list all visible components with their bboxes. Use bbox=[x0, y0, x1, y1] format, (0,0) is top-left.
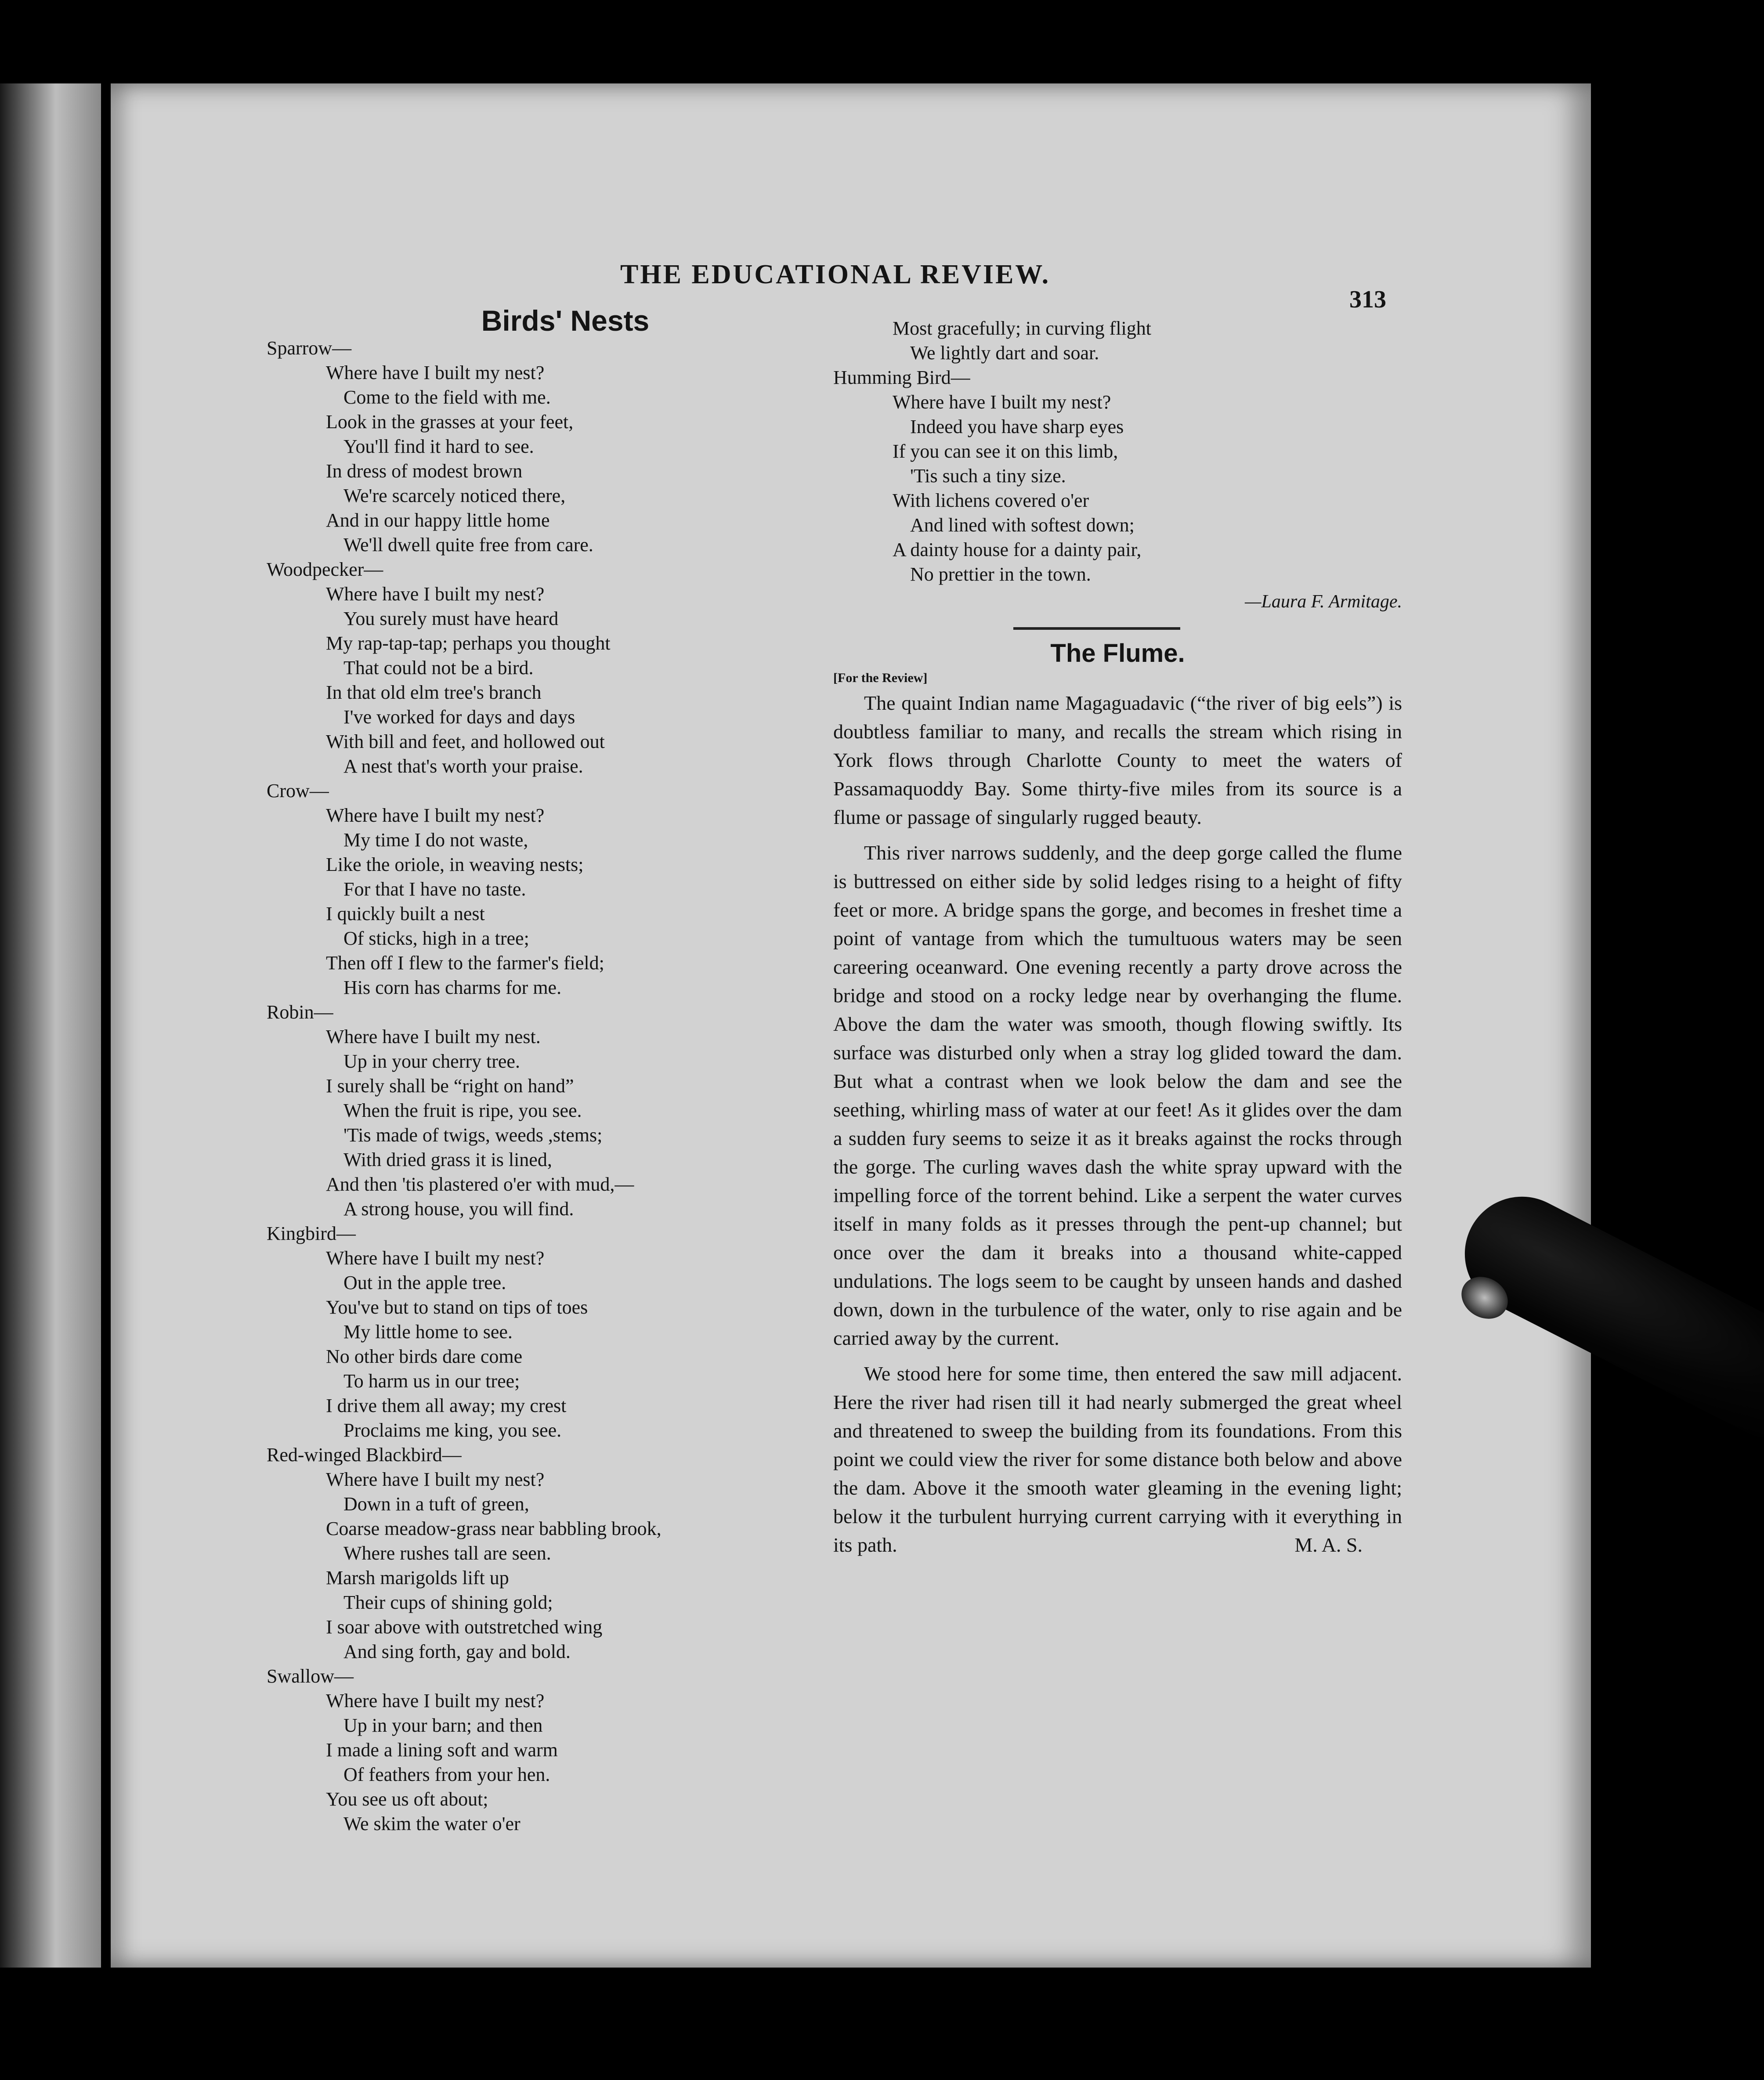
poem-line: And then 'tis plastered o'er with mud,— bbox=[326, 1174, 634, 1195]
poem-line: I've worked for days and days bbox=[343, 706, 575, 728]
poem-speaker: Red-winged Blackbird— bbox=[267, 1444, 462, 1466]
poem-line: Marsh marigolds lift up bbox=[326, 1567, 509, 1589]
poem-line: I surely shall be “right on hand” bbox=[326, 1075, 574, 1097]
poem-line: We skim the water o'er bbox=[343, 1813, 521, 1834]
facing-page-edge bbox=[0, 83, 101, 1968]
poem-line: My little home to see. bbox=[343, 1321, 513, 1343]
poem-line: Where have I built my nest? bbox=[326, 805, 545, 826]
poem-line: A nest that's worth your praise. bbox=[343, 755, 583, 777]
section-divider bbox=[1013, 627, 1180, 630]
article-title: The Flume. bbox=[1050, 639, 1185, 668]
poem-line: With bill and feet, and hollowed out bbox=[326, 731, 605, 752]
poem-line: Out in the apple tree. bbox=[343, 1272, 506, 1293]
poem-line: And in our happy little home bbox=[326, 509, 550, 531]
poem-speaker: Swallow— bbox=[267, 1665, 354, 1687]
poem-speaker: Kingbird— bbox=[267, 1223, 356, 1244]
poem-stanzas-right bbox=[833, 316, 1402, 587]
poem-line: Where rushes tall are seen. bbox=[343, 1542, 551, 1564]
poem-line: I soar above with outstretched wing bbox=[326, 1616, 603, 1638]
poem-line: 'Tis made of twigs, weeds ,stems; bbox=[343, 1124, 603, 1146]
poem-line: No prettier in the town. bbox=[910, 563, 1091, 585]
article-byline: [For the Review] bbox=[833, 671, 928, 685]
poem-speaker: Humming Bird— bbox=[833, 367, 970, 388]
poem-line: If you can see it on this limb, bbox=[893, 441, 1118, 462]
article-paragraph: The quaint Indian name Magaguadavic (“the river of big eels”) is doubtless familiar to many, and recalls the stream which rising in York flows through Charlotte County to meet the waters of Passamaquoddy Bay. Some thirty-five miles from its source is a flume or passage of singularly rugged beauty. bbox=[833, 692, 1402, 828]
poem-line: Indeed you have sharp eyes bbox=[910, 416, 1124, 437]
poem-line: A strong house, you will find. bbox=[343, 1198, 574, 1220]
poem-line: Where have I built my nest? bbox=[893, 391, 1111, 413]
poem-speaker: Sparrow— bbox=[267, 337, 352, 359]
left-column bbox=[267, 305, 917, 1836]
poem-line: Then off I flew to the farmer's field; bbox=[326, 952, 604, 974]
poem-attribution: —Laura F. Armitage. bbox=[1245, 592, 1402, 612]
poem-line: His corn has charms for me. bbox=[343, 977, 562, 998]
poem-line: In dress of modest brown bbox=[326, 460, 523, 482]
poem-line: Where have I built my nest? bbox=[326, 583, 545, 605]
poem-line: With lichens covered o'er bbox=[893, 490, 1089, 511]
article-signature: M. A. S. bbox=[1294, 1534, 1363, 1556]
poem-line: And sing forth, gay and bold. bbox=[343, 1641, 571, 1662]
poem-speaker: Robin— bbox=[267, 1001, 333, 1023]
poem-stanzas-left bbox=[267, 336, 917, 1836]
poem-line: You see us oft about; bbox=[326, 1788, 488, 1810]
poem-line: Up in your barn; and then bbox=[343, 1715, 543, 1736]
page-number: 313 bbox=[1349, 286, 1386, 313]
poem-line: Of feathers from your hen. bbox=[343, 1764, 550, 1785]
poem-line: That could not be a bird. bbox=[343, 657, 534, 679]
poem-line: We lightly dart and soar. bbox=[910, 342, 1099, 364]
poem-line: Down in a tuft of green, bbox=[343, 1493, 529, 1515]
poem-line: Most gracefully; in curving flight bbox=[893, 318, 1151, 339]
poem-line: You've but to stand on tips of toes bbox=[326, 1296, 588, 1318]
poem-speaker: Crow— bbox=[267, 780, 329, 802]
poem-line: Look in the grasses at your feet, bbox=[326, 411, 574, 433]
poem-line: In that old elm tree's branch bbox=[326, 682, 542, 703]
right-column bbox=[833, 316, 1402, 1566]
poem-line: Where have I built my nest? bbox=[326, 1469, 545, 1490]
poem-line: Where have I built my nest? bbox=[326, 1690, 545, 1712]
poem-line: You surely must have heard bbox=[343, 608, 559, 629]
poem-line: You'll find it hard to see. bbox=[343, 436, 534, 457]
article-paragraph: This river narrows suddenly, and the deep gorge called the flume is buttressed on either side by solid ledges rising to a height of fifty feet or more. A bridge spans the gorge, and becomes in freshet time a point of vantage from which the tumultuous waters may be seen careering oceanward. One evening recently a party drove across the bridge and stood on a rocky ledge near by overhanging the flume. Above the dam the water was smooth, though flowing swiftly. Its surface was disturbed only when a stray log glided toward the dam. But what a contrast when we look below the dam and see the seething, whirling mass of water at our feet! As it glides over the dam a sudden fury seems to seize it as it breaks against the rocks through the gorge. The curling waves dash the white spray upward with the impelling force of the torrent behind. Like a serpent the water curves itself in many folds as it presses through the pent-up channel; but once over the dam it breaks into a thousand white-capped undulations. The logs seem to be caught by unseen hands and dashed down, down in the turbulence of the water, only to rise again and be carried away by the current. bbox=[833, 841, 1402, 1349]
poem-line: I made a lining soft and warm bbox=[326, 1739, 558, 1761]
poem-line: We'll dwell quite free from care. bbox=[343, 534, 593, 556]
poem-line: When the fruit is ripe, you see. bbox=[343, 1100, 582, 1121]
document-page bbox=[111, 83, 1591, 1968]
poem-title: Birds' Nests bbox=[481, 304, 650, 337]
poem-line: I quickly built a nest bbox=[326, 903, 485, 924]
poem-line: No other birds dare come bbox=[326, 1346, 523, 1367]
poem-speaker: Woodpecker— bbox=[267, 559, 383, 580]
article-paragraph-text: We stood here for some time, then entered the saw mill adjacent. Here the river had risen till it had nearly submerged the great wheel and threatened to sweep the building from its foundations. From this point we could view the river for some distance both below and above the dam. Above it the smooth water gleaming in the evening light; below it the turbulent hurrying current carrying with it everything in its path. bbox=[833, 1362, 1402, 1556]
poem-line: Their cups of shining gold; bbox=[343, 1592, 553, 1613]
article-paragraph bbox=[833, 1359, 1402, 1559]
poem-line: Proclaims me king, you see. bbox=[343, 1419, 562, 1441]
poem-line: We're scarcely noticed there, bbox=[343, 485, 566, 506]
poem-line: Up in your cherry tree. bbox=[343, 1051, 520, 1072]
poem-line: With dried grass it is lined, bbox=[343, 1149, 552, 1170]
poem-line: 'Tis such a tiny size. bbox=[910, 465, 1066, 487]
poem-line: Where have I built my nest? bbox=[326, 362, 545, 383]
poem-line: Like the oriole, in weaving nests; bbox=[326, 854, 584, 875]
poem-line: A dainty house for a dainty pair, bbox=[893, 539, 1142, 560]
poem-line: Coarse meadow-grass near babbling brook, bbox=[326, 1518, 662, 1539]
poem-line: Of sticks, high in a tree; bbox=[343, 928, 529, 949]
poem-line: Where have I built my nest? bbox=[326, 1247, 545, 1269]
poem-line: I drive them all away; my crest bbox=[326, 1395, 567, 1416]
poem-line: My rap-tap-tap; perhaps you thought bbox=[326, 632, 611, 654]
running-header: THE EDUCATIONAL REVIEW. bbox=[620, 260, 1051, 289]
poem-line: Come to the field with me. bbox=[343, 386, 551, 408]
poem-line: To harm us in our tree; bbox=[343, 1370, 520, 1392]
poem-line: For that I have no taste. bbox=[343, 878, 526, 900]
poem-line: And lined with softest down; bbox=[910, 514, 1135, 536]
poem-line: My time I do not waste, bbox=[343, 829, 528, 851]
poem-line: Where have I built my nest. bbox=[326, 1026, 541, 1047]
